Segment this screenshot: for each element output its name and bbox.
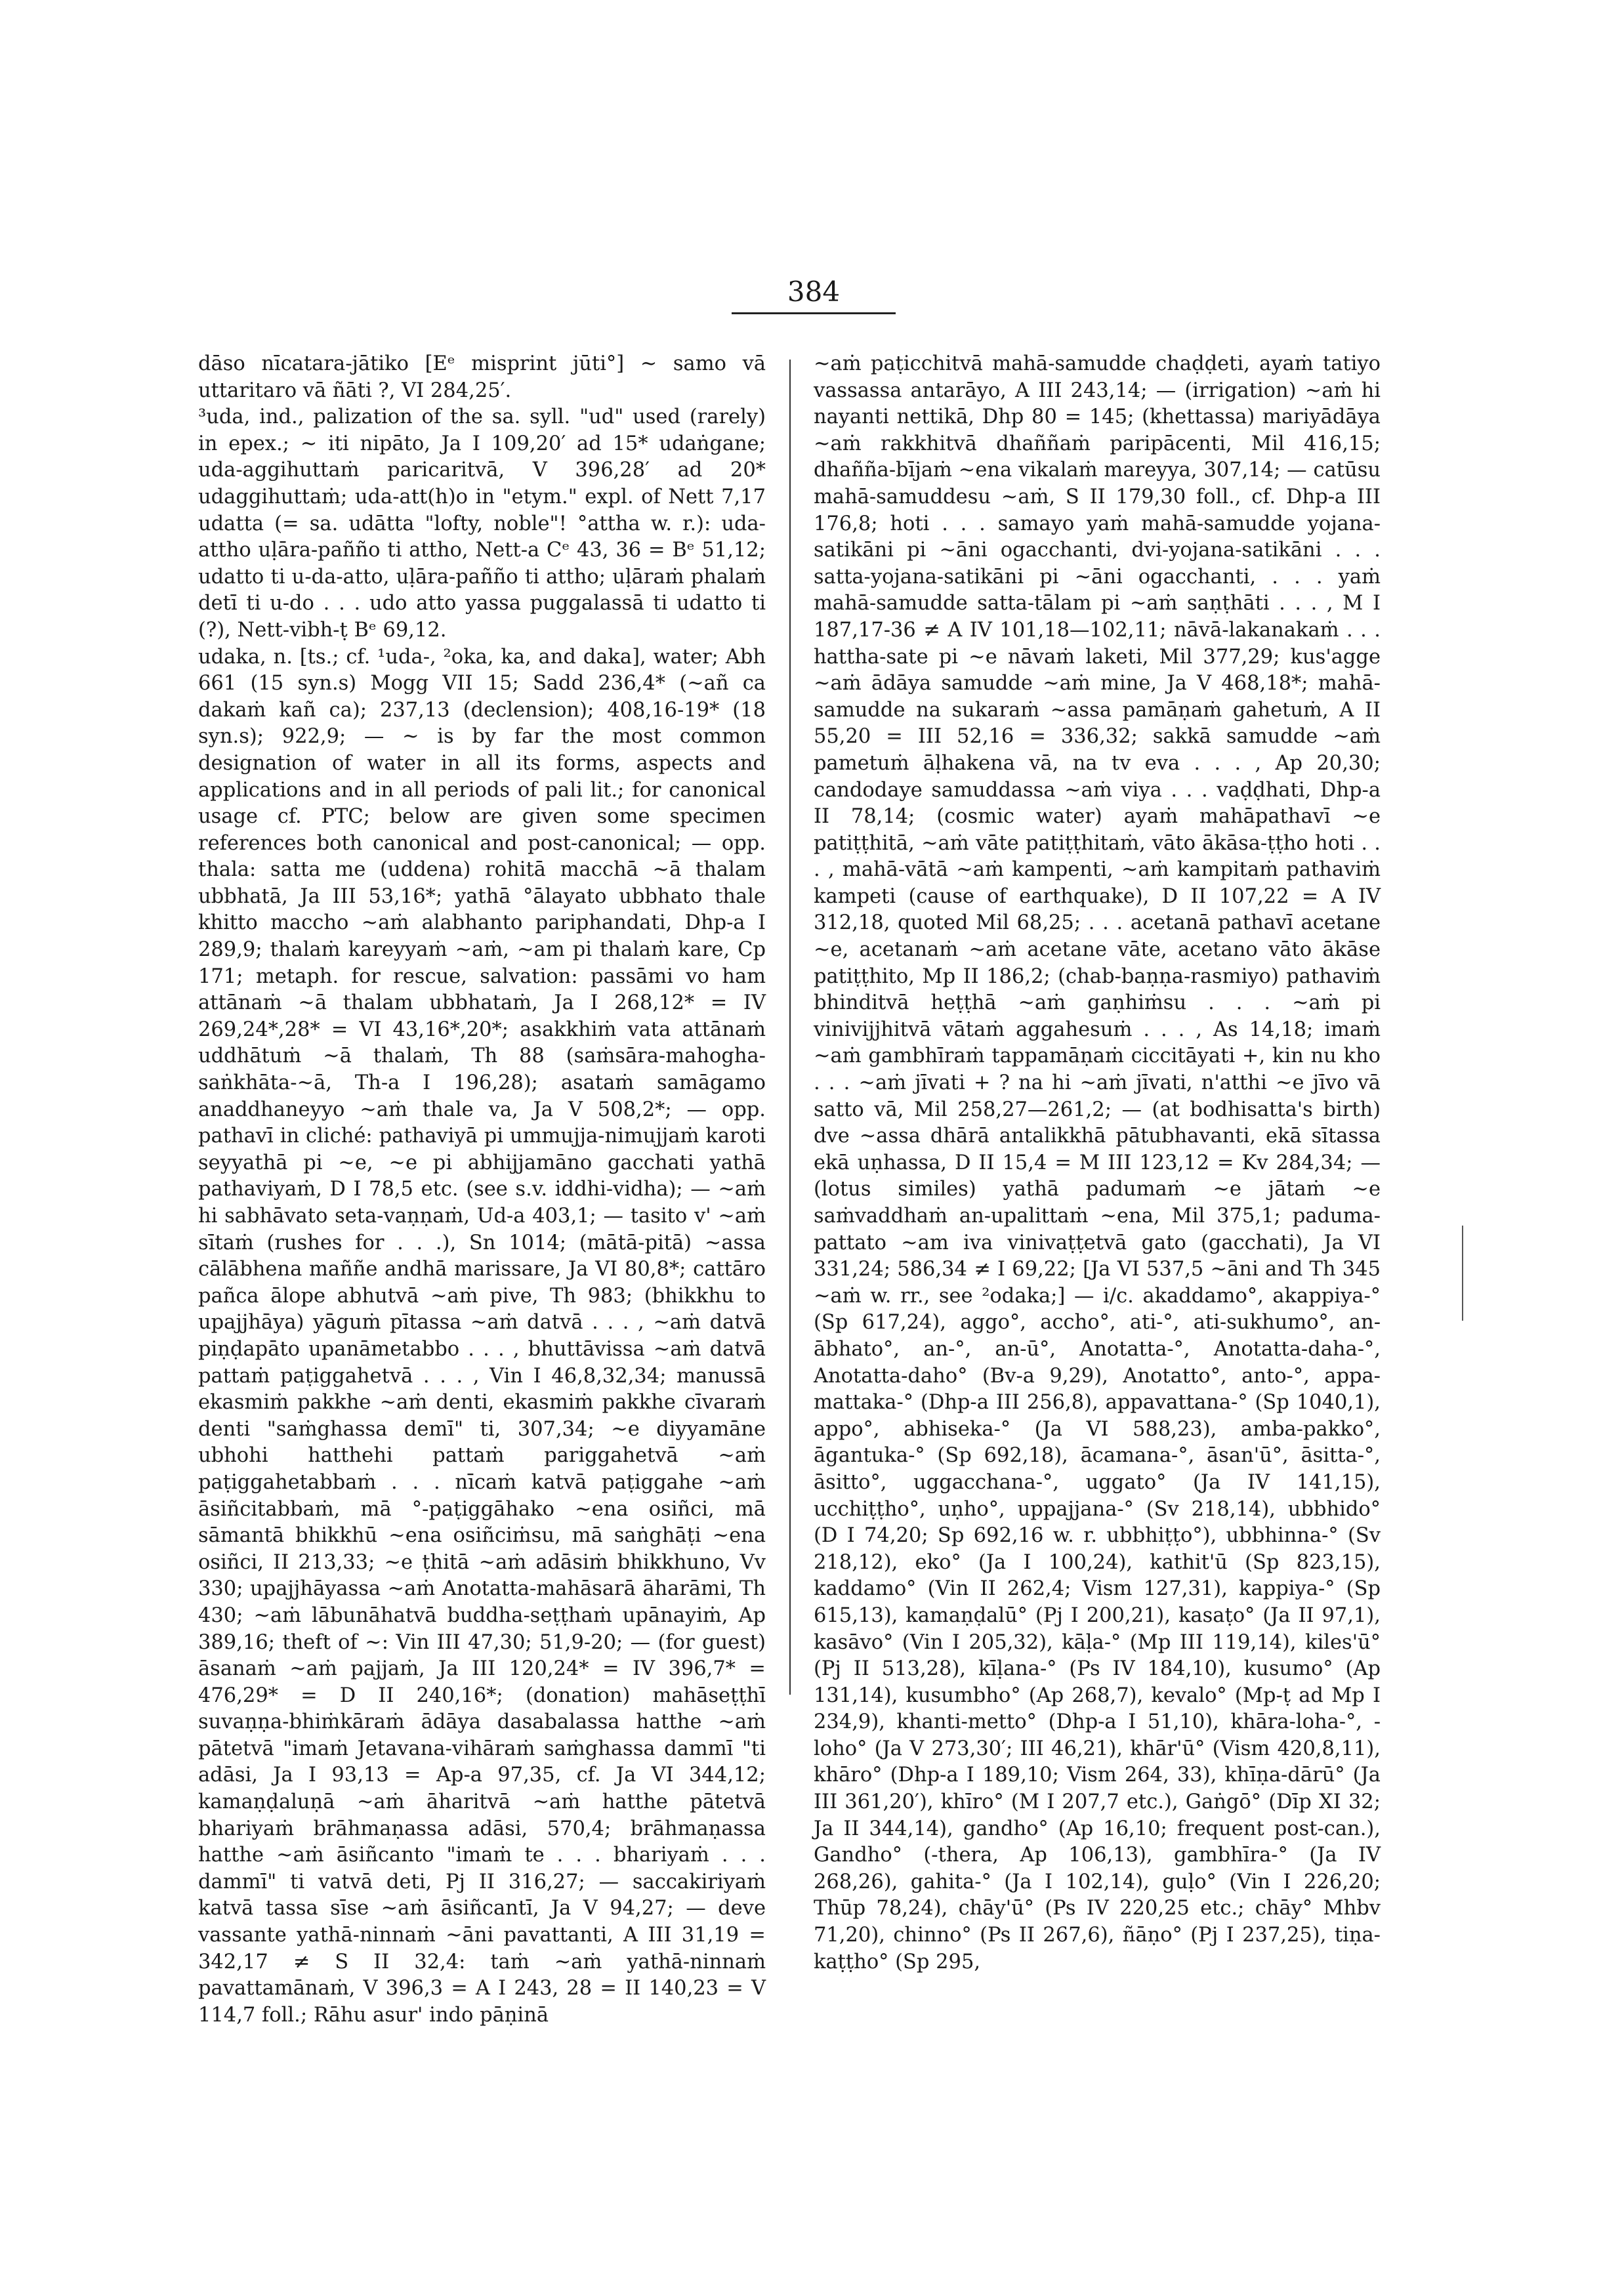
column-divider	[789, 360, 791, 1695]
page-number: 384	[787, 276, 841, 308]
margin-mark	[1462, 1226, 1463, 1321]
right-column	[814, 351, 1381, 1975]
left-column	[198, 351, 766, 2029]
entry-uda: ³uda, ind., palization of the sa. syll. "ud" used (rarely) in epex.; ~ iti nipāto, Ja I 109,20′ ad 15* udaṅgane; uda-aggihuttaṁ paricaritvā, V 396,28′ ad 20* udaggihuttaṁ; uda-att(h)o in "etym." expl. of Nett 7,17 udatta (= sa. udātta "lofty, noble"! °attha w. r.): uda-attho uḷāra-pañño ti attho, Nett-a Cᵉ 43, 36 = Bᵉ 51,12; udatto ti u-da-atto, uḷāra-pañño ti attho; uḷāraṁ phalaṁ detī ti u-do . . . udo atto yassa puggalassā ti udatto ti (?), Nett-vibh-ṭ Bᵉ 69,12.	[198, 405, 766, 642]
header-rule	[732, 312, 896, 314]
entry-dasa-continuation: dāso nīcatara-jātiko [Eᵉ misprint jūti°] ~ samo vā uttaritaro vā ñāti ?, VI 284,25′.	[198, 352, 766, 402]
entry-udaka-continuation: ~aṁ paṭicchitvā mahā-samudde chaḍḍeti, ayaṁ tatiyo vassassa antarāyo, A III 243,14; — (irrigation) ~aṁ hi nayanti nettikā, Dhp 80 = 145; (khettassa) mariyādāya ~aṁ rakkhitvā dhaññaṁ paripācenti, Mil 416,15; dhañña-bījaṁ ~ena vikalaṁ mareyya, 307,14; — catūsu mahā-samuddesu ~aṁ, S II 179,30 foll., cf. Dhp-a III 176,8; hoti . . . samayo yaṁ mahā-samudde yojana-satikāni pi ~āni ogacchanti, dvi-yojana-satikāni . . . satta-yojana-satikāni pi ~āni ogacchanti, . . . yaṁ mahā-samudde satta-tālam pi ~aṁ saṇṭhāti . . . , M I 187,17-36 ≠ A IV 101,18—102,11; nāvā-lakanakaṁ . . . hattha-sate pi ~e nāvaṁ laketi, Mil 377,29; kus'agge ~aṁ ādāya samudde ~aṁ mine, Ja V 468,18*; mahā-samudde na sukaraṁ ~assa pamāṇaṁ gahetuṁ, A II 55,20 = III 52,16 = 336,32; sakkā samudde ~aṁ pametuṁ āḷhakena vā, na tv eva . . . , Ap 20,30; candodaye samuddassa ~aṁ viya . . . vaḍḍhati, Dhp-a II 78,14; (cosmic water) ayaṁ mahāpathavī ~e patiṭṭhitā, ~aṁ vāte patiṭṭhitaṁ, vāto ākāsa-ṭṭho hoti . . . , mahā-vātā ~aṁ kampenti, ~aṁ kampitaṁ pathaviṁ kampeti (cause of earthquake), D II 107,22 = A IV 312,18, quoted Mil 68,25; . . . acetanā pathavī acetane ~e, acetanaṁ ~aṁ acetane vāte, acetano vāto ākāse patiṭṭhito, Mp II 186,2; (chab-baṇṇa-rasmiyo) pathaviṁ bhinditvā heṭṭhā ~aṁ gaṇhiṁsu . . . ~aṁ pi vinivijjhitvā vātaṁ aggahesuṁ . . . , As 14,18; imaṁ ~aṁ gambhīraṁ tappamāṇaṁ ciccitāyati +, kin nu kho . . . ~aṁ jīvati + ? na hi ~aṁ jīvati, n'atthi ~e jīvo vā satto vā, Mil 258,27—261,2; — (at bodhisatta's birth) dve ~assa dhārā antalikkhā pātubhavanti, ekā sītassa ekā uṇhassa, D II 15,4 = M III 123,12 = Kv 284,34; — (lotus similes) yathā padumaṁ ~e jātaṁ ~e saṁvaddhaṁ an-upalittaṁ ~ena, Mil 375,1; paduma-pattato ~am iva vinivaṭṭetvā gato (gacchati), Ja VI 331,24; 586,34 ≠ I 69,22; [Ja VI 537,5 ~āni and Th 345 ~aṁ w. rr., see ²odaka;] — i/c. akaddamo°, akappiya-° (Sp 617,24), aggo°, accho°, ati-°, ati-sukhumo°, an-ābhato°, an-°, an-ū°, Anotatta-°, Anotatta-daha-°, Anotatta-daho° (Bv-a 9,29), Anotatto°, anto-°, appa-mattaka-° (Dhp-a III 256,8), appavattana-° (Sp 1040,1), appo°, abhiseka-° (Ja VI 588,23), amba-pakko°, āgantuka-° (Sp 692,18), ācamana-°, āsan'ū°, āsitta-°, āsitto°, uggacchana-°, uggato° (Ja IV 141,15), ucchiṭṭho°, uṇho°, uppajjana-° (Sv 218,14), ubbhido° (D I 74,20; Sp 692,16 w. r. ubbhiṭṭo°), ubbhinna-° (Sv 218,12), eko° (Ja I 100,24), kathit'ū (Sp 823,15), kaddamo° (Vin II 262,4; Vism 127,31), kappiya-° (Sp 615,13), kamaṇḍalū° (Pj I 200,21), kasaṭo° (Ja II 97,1), kasāvo° (Vin I 205,32), kāḷa-° (Mp III 119,14), kiles'ū° (Pj II 513,28), kīḷana-° (Ps IV 184,10), kusumo° (Ap 131,14), kusumbho° (Ap 268,7), kevalo° (Mp-ṭ ad Mp I 234,9), khanti-metto° (Dhp-a I 51,10), khāra-loha-°, -loho° (Ja V 273,30′; III 46,21), khār'ū° (Vism 420,8,11), khāro° (Dhp-a I 189,10; Vism 264, 33), khīṇa-dārū° (Ja III 361,20′), khīro° (M I 207,7 etc.), Gaṅgō° (Dīp XI 32; Ja II 344,14), gandho° (Ap 16,10; frequent post-can.), Gandho° (-thera, Ap 106,13), gambhīra-° (Ja IV 268,26), gahita-° (Ja I 102,14), guḷo° (Vin I 226,20; Thūp 78,24), chāy'ū° (Ps IV 220,25 etc.; chāy° Mhbv 71,20), chinno° (Ps II 267,6), ñāṇo° (Pj I 237,25), tiṇa-kaṭṭho° (Sp 295,	[814, 352, 1381, 1974]
entry-udaka: udaka, n. [ts.; cf. ¹uda-, ²oka, ka, and daka], water; Abh 661 (15 syn.s) Mogg VII 15; Sadd 236,4* (~añ ca dakaṁ kañ ca); 237,13 (declension); 408,16-19* (18 syn.s); 922,9; — ~ is by far the most common designation of water in all its forms, aspects and applications and in all periods of pali lit.; for canonical usage cf. PTC; below are given some specimen references both canonical and post-canonical; — opp. thala: satta me (uddena) rohitā macchā ~ā thalam ubbhatā, Ja III 53,16*; yathā °ālayato ubbhato thale khitto maccho ~aṁ alabhanto pariphandati, Dhp-a I 289,9; thalaṁ kareyyaṁ ~aṁ, ~am pi thalaṁ kare, Cp 171; metaph. for rescue, salvation: passāmi vo ham attānaṁ ~ā thalam ubbhataṁ, Ja I 268,12* = IV 269,24*,28* = VI 43,16*,20*; asakkhiṁ vata attānaṁ uddhātuṁ ~ā thalaṁ, Th 88 (saṁsāra-mahogha-saṅkhāta-~ā, Th-a I 196,28); asataṁ samāgamo anaddhaneyyo ~aṁ thale va, Ja V 508,2*; — opp. pathavī in cliché: pathaviyā pi ummujja-nimujjaṁ karoti seyyathā pi ~e, ~e pi abhijjamāno gacchati yathā pathaviyaṁ, D I 78,5 etc. (see s.v. iddhi-vidha); — ~aṁ hi sabhāvato seta-vaṇṇaṁ, Ud-a 403,1; — tasito v' ~aṁ sītaṁ (rushes for . . .), Sn 1014; (mātā-pitā) ~assa cālābhena maññe andhā marissare, Ja VI 80,8*; cattāro pañca ālope abhutvā ~aṁ pive, Th 983; (bhikkhu to upajjhāya) yāguṁ pītassa ~aṁ datvā . . . , ~aṁ datvā piṇḍapāto upanāmetabbo . . . , bhuttāvissa ~aṁ datvā pattaṁ paṭiggahetvā . . . , Vin I 46,8,32,34; manussā ekasmiṁ pakkhe ~aṁ denti, ekasmiṁ pakkhe cīvaraṁ denti "saṁghassa demī" ti, 307,34; ~e diyyamāne ubhohi hatthehi pattaṁ pariggahetvā ~aṁ paṭiggahetabbaṁ . . . nīcaṁ katvā paṭiggahe ~aṁ āsiñcitabbaṁ, mā °-paṭiggāhako ~ena osiñci, mā sāmantā bhikkhū ~ena osiñciṁsu, mā saṅghāṭi ~ena osiñci, II 213,33; ~e ṭhitā ~aṁ adāsiṁ bhikkhuno, Vv 330; upajjhāyassa ~aṁ Anotatta-mahāsarā āharāmi, Th 430; ~aṁ lābunāhatvā buddha-seṭṭhaṁ upānayiṁ, Ap 389,16; theft of ~: Vin III 47,30; 51,9-20; — (for guest) āsanaṁ ~aṁ pajjaṁ, Ja III 120,24* = IV 396,7* = 476,29* = D II 240,16*; (donation) mahāseṭṭhī suvaṇṇa-bhiṁkāraṁ ādāya dasabalassa hatthe ~aṁ pātetvā "imaṁ Jetavana-vihāraṁ saṁghassa dammī "ti adāsi, Ja I 93,13 = Ap-a 97,35, cf. Ja VI 344,12; kamaṇḍaluṇā ~aṁ āharitvā ~aṁ hatthe pātetvā bhariyaṁ brāhmaṇassa adāsi, 570,4; brāhmaṇassa hatthe ~aṁ āsiñcanto "imaṁ te . . . bhariyaṁ . . . dammī" ti vatvā deti, Pj II 316,27; — saccakiriyaṁ katvā tassa sīse ~aṁ āsiñcantī, Ja V 94,27; — deve vassante yathā-ninnaṁ ~āni pavattanti, A III 31,19 = 342,17 ≠ S II 32,4: taṁ ~aṁ yathā-ninnaṁ pavattamānaṁ, V 396,3 = A I 243, 28 = II 140,23 = V 114,7 foll.; Rāhu asur' indo pāṇinā	[198, 645, 766, 2027]
